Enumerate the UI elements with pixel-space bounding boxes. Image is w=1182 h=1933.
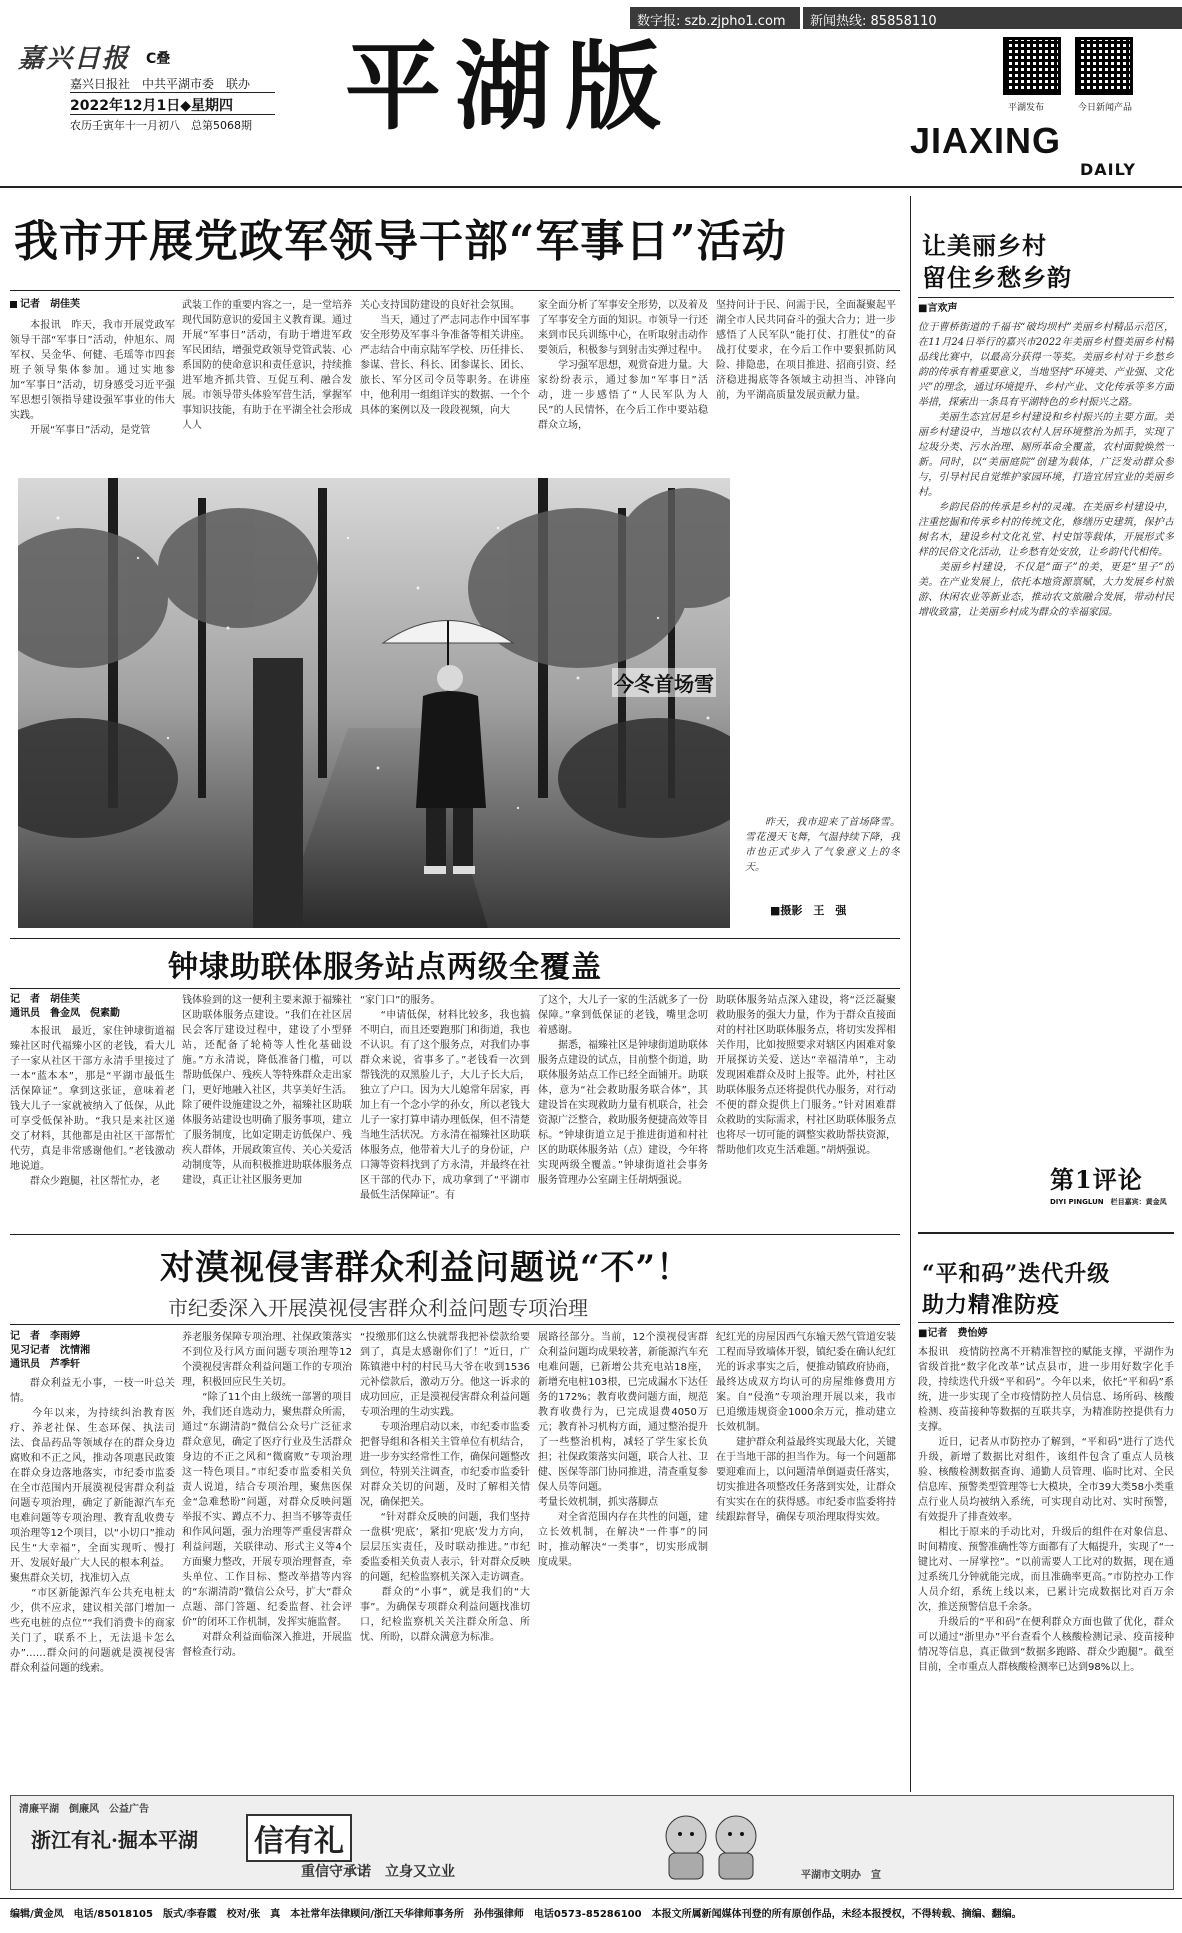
qr2-label: 今日新闻产品 [1078, 103, 1133, 113]
qr-code-news-products [1075, 37, 1133, 95]
lunar-text: 农历壬寅年十一月初八 [70, 119, 180, 132]
story3-byline-1: 记 者 李雨婷 [10, 1331, 80, 1342]
masthead-rule-2 [70, 114, 275, 115]
brand-wordmark: JIAXING [910, 120, 1062, 161]
qr1-label: 平湖发布 [1008, 103, 1045, 113]
story2-col-5: 助联体服务站点深入建设，将“泛泛凝聚救助服务的强大力量，作为于群众直接面对的村社区助联体服务点，将切实发挥相关作用，比如按照要求对辖区内困难对象开展探访关爱、送达“幸福清单”，主动发现困难群众及时上报等。此外，村社区助联体服务点还将提供代办服务，对行动不便的群众提供上门服务。”针对困难群众救助的实际需求，村社区助联体服务点也将尽一切可能的调整实救助帮扶资源，帮助他们攻克生活难题。”胡炳强说。 [716, 995, 896, 1156]
brand-sub: DAILY [1080, 160, 1136, 179]
side2-top-rule [918, 1232, 1174, 1234]
masthead-divider [0, 186, 1182, 188]
comment-column-badge [1050, 1160, 1174, 1216]
public-ad-banner [10, 1795, 1174, 1890]
story3-col-1: 群众利益无小事，一枝一叶总关情。 今年以来，为持续纠治教育医疗、养老社保、生态环保、执法司法、食品药品等领域存在的群众身边腐败和不正之风，推动各项惠民政策在群众身边落地落实，市纪委市监委在全市范围内开展漠视侵害群众利益问题专项治理，确定了新能源汽车充电难问题等专项治理、教育乱收费专项治理等12个项目，以“小切口”推动民生“大幸福”，全面实现听、慢打开、发展好最广大人民的根本利益。 聚焦群众关切，找准切入点 “市区新能源汽车公共充电桩太少，供不应求，建议相关部门增加一些充电桩的点位”“我们消费卡的商家关门了，联系不上，无法退卡怎么办”……群众问的问题就是漠视侵害群众利益问题的线索。 [10, 1378, 175, 1674]
hotline-label: 新闻热线: [810, 14, 867, 29]
ad-slogan-2: 重信守承诺 立身又立业 [301, 1864, 455, 1880]
snow-photo [18, 478, 730, 928]
photo-caption-title: 今冬首场雪 [612, 668, 716, 697]
story2-headline: 钟埭助联体服务站点两级全覆盖 [168, 950, 602, 985]
ad-header: 清廉平湖 倒廉风 公益广告 [19, 1804, 149, 1815]
footer-credits: 编辑/黄金凤 电话/85018105 版式/李春霞 校对/张 真 本社常年法律顾问/浙江天华律师事务所 孙伟强律师 电话0573-85286100 本报文所属新闻媒体刊登的所有原创作品，未经本报授权，不得转载、摘编、翻编。 [10, 1909, 1022, 1920]
story2-col-2: 钱体验到的这一便利主要来源于福臻社区助联体服务点建设。“我们在社区居民会客厅建设过程中，建设了小型驿站，还配备了轮椅等人性化基础设施。”方永清说，降低准备门槛，可以帮助低保户、残疾人等特殊群众走出家门，更好地融入社区，共享美好生活。除了硬件设施建设之外，福臻社区助联体服务站建设也明确了服务事项，建立了服务制度，比如定期走访低保户、残疾人群体，开展政策宣传、关心关爱活动制度等，从而积极推进助联体服务点建设，真正让社区服务更加 [182, 995, 352, 1186]
story2-col-3: “家门口”的服务。 “申请低保，材料比较多，我也搞不明白，而且还要跑那门和街道，我也不认识。有了这个服务点，对我们办事群众来说，省事多了。”老钱看一次到帮钱洗的双黑脸儿子，大儿子长大后，独立了户口。因为大儿媳常年居家，再加上有一个念小学的孙女，所以老钱大儿子一家打算申请办理低保，但不清楚当地生活状况。方永清在福臻社区助联体服务点，他带着大儿子的身份证，户口簿等资料找到了方永清，并最终在社区干部的代办下，成功拿到了“平湖市最低生活保障证”。有 [360, 995, 530, 1201]
footer-rule [0, 1898, 1182, 1899]
ad-slogan-1: 浙江有礼·掘本平湖 [31, 1828, 198, 1852]
lead-col-1: 本报讯 昨天，我市开展党政军领导干部“军事日”活动，仲旭东、周军权、吴金华、何健、毛瑶等市四套班子领导集体参加。通过实地参加“军事日”活动，切身感受习近平强军思想引领指导建设强军事业的伟大实践。 开展“军事日”活动，是党管 [10, 320, 175, 436]
newspaper-logo: 嘉兴日报 [18, 44, 131, 74]
story3-headline: 对漠视侵害群众利益问题说“不”！ [160, 1248, 692, 1288]
story3-subhead: 市纪委深入开展漠视侵害群众利益问题专项治理 [168, 1296, 588, 1320]
story3-byline-3: 通讯员 芦季轩 [10, 1359, 80, 1370]
digital-label: 数字报: [637, 14, 681, 29]
story2-bottom-rule [10, 1234, 900, 1235]
story2-col-1: 本报讯 最近，家住钟埭街道福臻社区时代福臻小区的老钱，看大儿子一家从社区干部方永清手里接过了一本“蓝本本”，那是“平湖市最低生活保障证”。拿到这张证，意味着老钱大儿子一家就被纳入了低保，从此可享受低保补助。“我只是来社区递交了材料，其他都是由社区干部帮忙代劳，真是非常感谢他们。”老钱激动地说道。 群众少跑腿，社区帮忙办，老 [10, 1026, 175, 1187]
masthead-rule-1 [70, 92, 275, 93]
photo-credit: ■摄影 王 强 [770, 904, 847, 917]
hotline-info [810, 10, 937, 29]
edition-title: 平湖版 [345, 30, 675, 143]
digital-edition-info [637, 10, 786, 29]
story2-byline-2: 通讯员 鲁金凤 倪素勤 [10, 1008, 120, 1019]
side1-body-cont [918, 1070, 1048, 1215]
lead-col-5: 坚持问计于民、问需于民，全面凝聚起平湖全市人民共同奋斗的强大合力；进一步感悟了人民军队“能打仗、打胜仗”的奋战打仗要求，在今后工作中要狠抓防风险、排隐患，在项目推进、招商引资、经济稳进揭底等各领域主动担当、冲锋向前，为平湖高质量发展贡献力量。 [716, 300, 896, 401]
edition-code: C叠 [146, 51, 171, 67]
side1-byline: ■言欢声 [918, 303, 958, 314]
side1-rule [918, 297, 1174, 298]
sidebar-divider [910, 196, 911, 1792]
lead-col-2: 武装工作的重要内容之一，是一堂培养现代国防意识的爱国主义教育课。通过开展“军事日”活动，有助于增进军政军民团结，增强党政领导党管武装、心系国防的使命意识和责任意识，持续推进军地齐抓共管、互促互利、融合发展。市领导带头体验军营生活，掌握军事知识技能，有助于在平湖全社会形成人人 [182, 300, 352, 431]
story2-col-4: 了这个，大儿子一家的生活就多了一份保障。”拿到低保证的老钱，嘴里念叨着感谢。 据悉，福臻社区是钟埭街道助联体服务点建设的试点，目前整个街道，助联体服务站点工作已经全面铺开。助联体，意为“社会救助服务联合体”，其建设旨在实现救助力量有机联合，社会资源广泛整合，救助服务便捷高效等目标。“钟埭街道立足于推进街道和村社区的助联体服务站（点）建设，今年将实现两级全覆盖。”钟埭街道社会事务服务管理办公室副主任胡炳强说。 [538, 995, 708, 1186]
lead-col-3: 关心支持国防建设的良好社会氛围。 当天，通过了严志同志作中国军事安全形势及军事斗争准备等相关讲座。严志结合中南京陆军学校、历任排长、参谋、营长、科长、团参谋长、团长、旅长、军分区司令员等职务。在讲座中，他利用一组组详实的数据、一个个具体的案例以及一段段视频，向大 [360, 300, 530, 416]
side2-rule [918, 1322, 1174, 1323]
ad-org: 平湖市文明办 宣 [801, 1870, 881, 1881]
hotline-number: 85858110 [870, 14, 937, 29]
publisher-line: 嘉兴日报社 中共平湖市委 联办 [70, 77, 251, 91]
lead-col-4: 家全面分析了军事安全形势，以及着及了军事安全方面的知识。市领导一行还来到市民兵训练中心，在听取射击动作要领后，积极参与到射击实弹过程中。 学习强军思想，观赏奋进力量。大家纷纷表示，通过参加“军事日”活动，进一步感悟了“人民军队为人民”的人民情怀，在今后工作中要站稳群众立场， [538, 300, 708, 431]
ad-brand: 信有礼 [246, 1814, 352, 1862]
ad-mascots [651, 1808, 771, 1883]
photo-caption: 昨天，我市迎来了首场降雪。雪花漫天飞舞，气温持续下降，我市也正式步入了气象意义上的冬天。 [745, 817, 900, 873]
side1-headline-line1: 让美丽乡村 [922, 231, 1047, 260]
story2-byline-1: 记 者 胡佳芙 [10, 994, 80, 1005]
side2-headline-line2: 助力精准防疫 [922, 1292, 1061, 1318]
story3-rule [10, 1324, 900, 1325]
lead-byline-text: 记者 胡佳芙 [20, 299, 80, 310]
story3-col-3: “投缴那们这么快就帮我把补偿款给要到了，真是太感谢你们了！”近日，广陈镇港中村的村民马大爷在收到1536元补偿款后，激动万分。他这一诉求的成功回应，正是漠视侵害群众利益问题专项治理的生动实践。 专项治理启动以来，市纪委市监委把督导组和各相关主管单位有机结合，进一步夯实经常性工作，确保问题整改到位，特别关注调查，市纪委市监委针对群众关切的问题，及时了解相关情况，确保把关。 “针对群众反映的问题，我们坚持一盘棋‘兜底’，紧扣‘兜底’发力方向，层层压实责任，及时联动推进。”市纪委监委相关负责人表示，针对群众反映的问题，纪检监察机关深入走访调查。 群众的“小事”，就是我们的“大事”。为确保专项群众利益问题找准切口，纪检监察机关关注群众所急、所忧、所盼，以群众满意为标准。 [360, 1332, 530, 1643]
top-bar-sep [800, 7, 803, 29]
side2-byline: ■记者 费怡婷 [918, 1328, 988, 1339]
story3-col-2: 养老服务保障专项治理、社保政策落实不到位及行风方面问题专项治理等12个漠视侵害群众利益问题工作的专项治理，积极回应民生关切。 “除了11个由上级统一部署的项目外，我们还自选动力，聚焦群众所需，通过“东湖清韵”微信公众号广泛征求群众意见，确定了医疗行业及生活群众身边的不正之风和“微腐败”专项治理这一特色项目。”市纪委市监委相关负责人说道，结合专项治理，聚焦医保金“急难愁盼”问题，对群众反映问题举报不实、蹲点不力、担当不够等责任和作风问题，强力治理等严重侵害群众利益问题，关联律动、形式主义等4个方面聚力整改，开展专项治理督查，牵头单位、工作目标、整改举措等内容的“东湖清韵”微信公众号，扩大“群众点题、部门答题、纪委监督、社会评价”的闭环工作机制，发挥实施监督。 对群众利益面临深入推进，开展监督检查行动。 [182, 1332, 352, 1658]
photo-bottom-rule [10, 938, 900, 939]
lead-byline [10, 298, 80, 312]
side2-headline-line1: “平和码”迭代升级 [922, 1261, 1111, 1287]
side1-headline-line2: 留住乡愁乡韵 [922, 263, 1072, 292]
foreground-pillar [253, 658, 303, 928]
comment-column-title: 第1评论 [1050, 1165, 1143, 1194]
digital-url[interactable]: szb.zjpho1.com [684, 14, 786, 29]
story2-rule [10, 988, 900, 989]
comment-column-sub: DIYI PINGLUN 栏目嘉宾：黄金凤 [1050, 1198, 1167, 1206]
lunar-date [70, 117, 252, 133]
story3-byline-2: 见习记者 沈情湘 [10, 1345, 90, 1356]
lead-headline: 我市开展党政军领导干部“军事日”活动 [14, 216, 787, 267]
snow-photo-svg [18, 478, 730, 928]
side1-body: 位于曹桥街道的千福书“破均坝村”美丽乡村精品示范区，在11月24日举行的嘉兴市2022年美丽乡村暨美丽乡村精品线比赛中，以最高分获得一等奖。美丽乡村对于乡愁乡韵的传承有着重要意义，当地坚持“环境美、产业强、文化兴”的理念，通过环境提升、乡村产业、文化传承等多方面举措，探索出一条具有平湖特色的乡村振兴之路。 美丽生态宜居是乡村建设和乡村振兴的主要方面。美丽乡村建设中，当地以农村人居环境整治为抓手，实现了垃圾分类、污水治理、厕所革命全覆盖，农村面貌焕然一新。同时，以“美丽庭院”创建为载体，广泛发动群众参与，引导村民自觉维护家园环境，打造宜居宜业的美丽乡村。 乡韵民俗的传承是乡村的灵魂。在美丽乡村建设中，注重挖掘和传承乡村的传统文化，修缮历史建筑，保护古树名木，建设乡村文化礼堂、村史馆等载体，开展形式多样的民俗文化活动，让乡愁有处安放，让乡韵代代相传。 美丽乡村建设，不仅是“面子”的美，更是“里子”的美。在产业发展上，依托本地资源禀赋，大力发展乡村旅游、休闲农业等新业态，推动农文旅融合发展，带动村民增收致富，让美丽乡村成为群众的幸福家园。 [918, 322, 1174, 618]
side2-body: 本报讯 疫情防控离不开精准智控的赋能支撑，平湖作为省级首批“数字化改革”试点县市，进一步用好数字化手段，持续迭代升级“平和码”。今年以来，依托“平和码”系统，进一步实现了全市疫情防控人员信息、场所码、核酸检测、疫苗接种等数据的互联共享，为精准防控提供有力支撑。 近日，记者从市防控办了解到，“平和码”进行了迭代升级，新增了数据比对组件，该组件包含了重点人员核验、核酸检测数据查询、通勤人员管理、临时比对、全民信息库、预警类型管理等七大模块，全市39大类58小类重点行业人员均被纳入系统，可实现自动比对、实时预警，有效提升了排查效率。 相比于原来的手动比对，升级后的组件在对象信息、时间精度、预警准确性等方面都有了大幅提升，实现了“一键比对、一屏掌控”。“以前需要人工比对的数据，现在通过系统几分钟就能完成，而且准确率更高。”市防控办工作人员介绍，系统上线以来，已累计完成数据比对百万余次，推送预警信息千余条。 升级后的“平和码”在便利群众方面也做了优化，群众可以通过“浙里办”平台查看个人核酸检测记录、疫苗接种情况等信息，真正做到“数据多跑路、群众少跑腿”。截至目前，全市重点人群核酸检测率已达到98%以上。 [918, 1347, 1174, 1673]
issue-number: 总第5068期 [191, 119, 252, 132]
issue-date: 2022年12月1日◆星期四 [70, 98, 233, 114]
lead-rule [10, 290, 900, 291]
story3-col-4: 展路径部分。当前，12个漠视侵害群众利益问题均成果较著，新能源汽车充电难问题，已新增公共充电站18座，新增充电桩103根，已完成漏水下达任务的172%；教育收费问题方面，规范教育收费行为，已完成退费4050万元；教育补习机构方面，通过整治提升了一些整治机构，减轻了学生家长负担；社保政策落实问题，联合人社、卫健、医保等部门协同推进，清查重复参保人员等问题。 考量长效机制，抓实落脚点 对全省范围内存在共性的问题，建立长效机制，在解决“一件事”的同时，推动解决“一类事”，切实形成制度成果。 [538, 1332, 708, 1568]
qr-code-pinghu-release [1003, 37, 1061, 95]
mascot-illustration [651, 1808, 771, 1883]
story3-col-5: 纪红光的房屋因西气东输天然气管道安装工程而导致墙体开裂，镇纪委在确认纪红光的诉求事实之后，便推动镇政府协商，最终达成双方均认可的房屋维修费用方案。自“侵渔”专项治理开展以来，我市已追缴违规资金1000余万元，推动建立长效机制。 建护群众利益最终实现最大化，关键在于当地干部的担当作为。每一个问题都要迎难而上，以问题清单倒逼责任落实，切实推进各项整改任务落到实处，让群众有实实在在的获得感。市纪委市监委将持续跟踪督导，确保专项治理取得实效。 [716, 1332, 896, 1523]
